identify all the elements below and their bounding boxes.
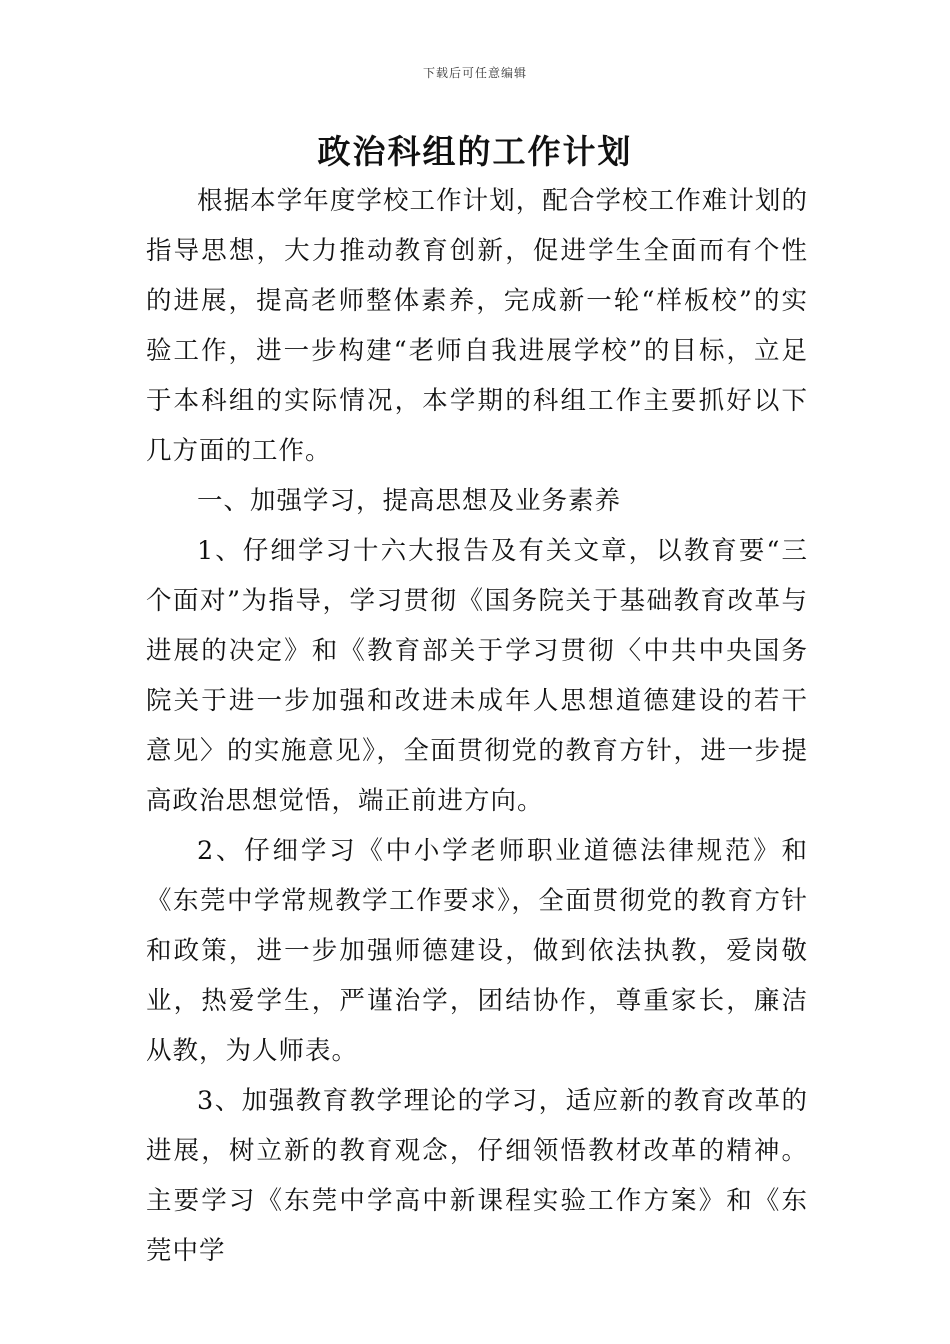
page-title: 政治科组的工作计划 bbox=[317, 132, 633, 171]
paragraph-item-2: 2、仔细学习《中小学老师职业道德法律规范》和《东莞中学常规教学工作要求》，全面贯彻党的教育方针和政策，进一步加强师德建设，做到依法执教，爱岗敬业，热爱学生，严谨治学，团结协作，尊重家长，廉洁从教，为人师表。 bbox=[146, 836, 808, 1066]
paragraph-intro: 根据本学年度学校工作计划，配合学校工作难计划的指导思想，大力推动教育创新，促进学生全面而有个性的进展，提高老师整体素养，完成新一轮“样板校”的实验工作，进一步构建“老师自我进展学校”的目标，立足于本科组的实际情况，本学期的科组工作主要抓好以下几方面的工作。 bbox=[146, 186, 808, 466]
section-heading-1: 一、加强学习，提高思想及业务素养 bbox=[197, 486, 622, 516]
paragraph-item-1: 1、仔细学习十六大报告及有关文章，以教育要“三个面对”为指导，学习贯彻《国务院关于基础教育改革与进展的决定》和《教育部关于学习贯彻〈中共中央国务院关于进一步加强和改进未成年人思想道德建设的若干意见〉的实施意见》，全面贯彻党的教育方针，进一步提高政治思想觉悟，端正前进方向。 bbox=[146, 536, 808, 816]
header-note: 下载后可任意编辑 bbox=[422, 66, 527, 80]
document-body bbox=[146, 176, 808, 1276]
paragraph-item-3: 3、加强教育教学理论的学习，适应新的教育改革的进展，树立新的教育观念，仔细领悟教材改革的精神。主要学习《东莞中学高中新课程实验工作方案》和《东莞中学 bbox=[146, 1086, 808, 1266]
